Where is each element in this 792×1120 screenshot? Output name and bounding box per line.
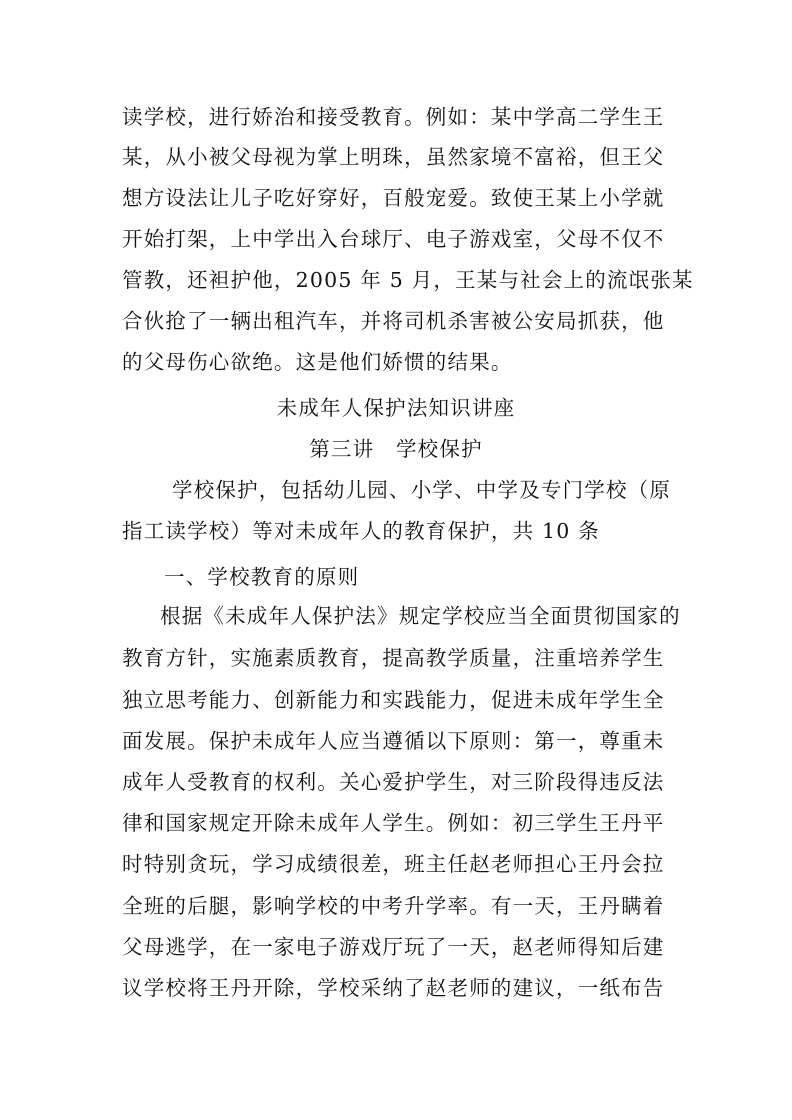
text-line: 时特别贪玩，学习成绩很差，班主任赵老师担心王丹会拉 [122, 852, 665, 876]
text-line: 教育方针，实施素质教育，提高教学质量，注重培养学生 [122, 646, 665, 670]
text-line: 开始打架，上中学出入台球厅、电子游戏室，父母不仅不 [122, 227, 665, 251]
text-line: 指工读学校）等对未成年人的教育保护，共 10 条 [122, 519, 600, 543]
text-line: 某，从小被父母视为掌上明珠，虽然家境不富裕，但王父 [122, 145, 665, 169]
text-line: 根据《未成年人保护法》规定学校应当全面贯彻国家的 [160, 604, 681, 628]
section-title: 未成年人保护法知识讲座 [276, 396, 516, 420]
text-line: 合伙抢了一辆出租汽车，并将司机杀害被公安局抓获，他 [122, 309, 665, 333]
text-line: 全班的后腿，影响学校的中考升学率。有一天，王丹瞒着 [122, 894, 665, 918]
text-line: 父母逃学，在一家电子游戏厅玩了一天，赵老师得知后建 [122, 935, 665, 959]
text-line: 独立思考能力、创新能力和实践能力，促进未成年学生全 [122, 688, 665, 712]
text-line: 面发展。保护未成年人应当遵循以下原则：第一，尊重未 [122, 729, 665, 753]
text-line: 想方设法让儿子吃好穿好，百般宠爱。致使王某上小学就 [122, 186, 665, 210]
text-line: 学校保护，包括幼儿园、小学、中学及专门学校（原 [172, 478, 672, 502]
text-line: 一、学校教育的原则 [164, 565, 360, 589]
text-line: 律和国家规定开除未成年人学生。例如：初三学生王丹平 [122, 811, 665, 835]
text-line: 议学校将王丹开除，学校采纳了赵老师的建议，一纸布告 [122, 976, 665, 1000]
text-line: 管教，还袒护他，2005 年 5 月，王某与社会上的流氓张某 [122, 268, 694, 292]
text-line: 读学校，进行娇治和接受教育。例如：某中学高二学生王 [122, 105, 665, 129]
lecture-title: 第三讲 学校保护 [309, 437, 483, 461]
text-line: 成年人受教育的权利。关心爱护学生，对三阶段得违反法 [122, 770, 665, 794]
text-line: 的父母伤心欲绝。这是他们娇惯的结果。 [122, 350, 513, 374]
